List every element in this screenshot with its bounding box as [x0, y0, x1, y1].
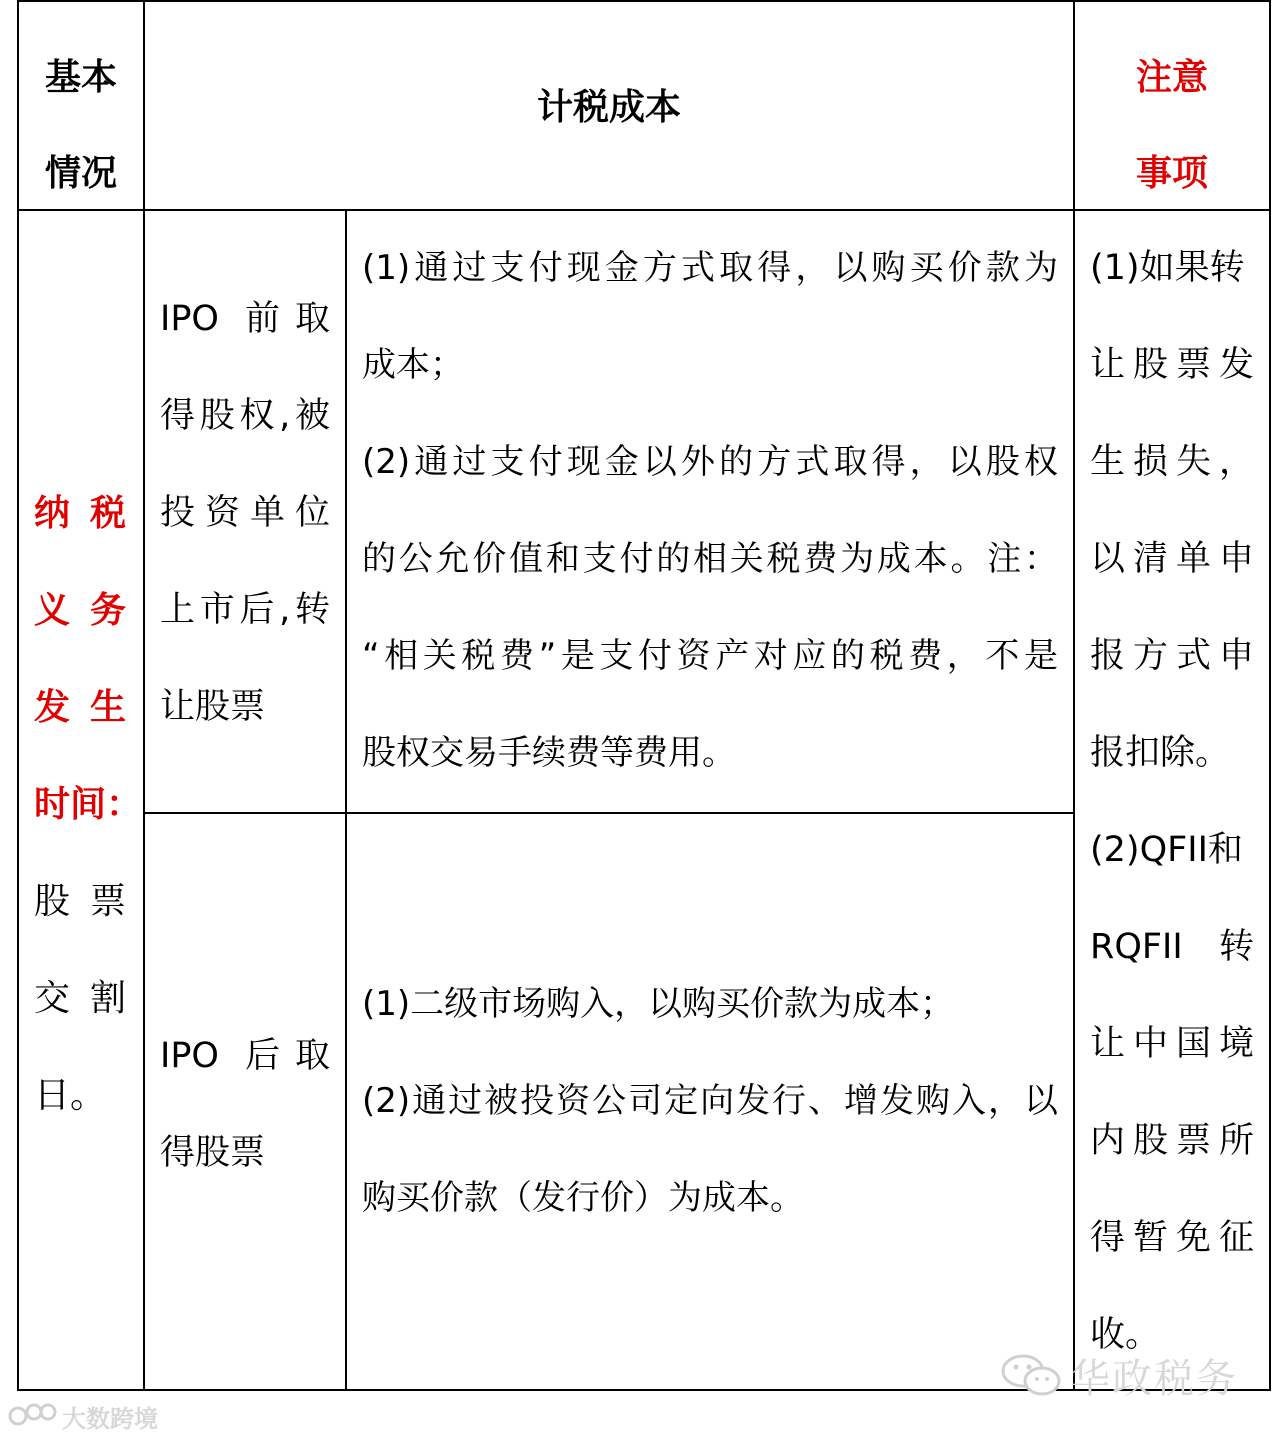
row1-content-line-1: (1)通过支付现金方式取得，以购买价款为: [362, 248, 1058, 288]
left-red-line-1: 纳税: [34, 493, 126, 534]
table-border-col1: [143, 0, 145, 1391]
watermark-left: [8, 1398, 158, 1434]
left-black-line-1: 股票: [34, 881, 126, 922]
left-black-line-3: 日。: [34, 1075, 107, 1116]
row2-content-line-1: (1)二级市场购入，以购买价款为成本；: [362, 984, 955, 1024]
table-border-right: [1269, 0, 1271, 1391]
notes-line-6: 报扣除。: [1090, 733, 1231, 773]
row1-label-line-5: 让股票: [160, 687, 266, 727]
left-column: [34, 465, 143, 1144]
row2-content-line-3: 购买价款（发行价）为成本。: [362, 1178, 804, 1218]
left-red-line-4: 时间：: [34, 784, 143, 825]
row2-label-line-1: IPO 后取: [160, 1036, 330, 1076]
notes-line-11: 得暂免征: [1090, 1218, 1254, 1258]
row1-label-line-3: 投资单位: [160, 493, 330, 533]
header-col3-line1: 注意: [1135, 57, 1208, 98]
watermark-right: [1000, 1350, 1238, 1400]
header-col1-line2: 情况: [44, 153, 117, 194]
row1-content-line-3: (2)通过支付现金以外的方式取得，以股权: [362, 442, 1058, 482]
header-basic-situation: [19, 30, 143, 222]
header-col1-line1: 基本: [44, 57, 117, 98]
notes-line-10: 内股票所: [1090, 1121, 1254, 1161]
table-border-col2: [345, 209, 347, 1391]
row1-content-line-4: 的公允价值和支付的相关税费为成本。注：: [362, 539, 1058, 579]
logo-icon: [8, 1400, 58, 1432]
row1-label-line-4: 上市后,转: [160, 590, 330, 630]
watermark-right-text: 华政税务: [1070, 1355, 1238, 1402]
row1-content: [362, 220, 1058, 802]
notes-line-2: 让股票发: [1090, 345, 1254, 385]
table-border-row-divider: [144, 812, 1074, 814]
notes-line-1: (1)如果转: [1090, 248, 1245, 288]
row2-label: [160, 1008, 330, 1202]
watermark-left-text: 大数跨境: [62, 1404, 158, 1433]
header-col3-line2: 事项: [1135, 153, 1208, 194]
row1-content-line-5: “相关税费”是支付资产对应的税费，不是: [362, 636, 1058, 676]
notes-line-7: (2)QFII和: [1090, 830, 1243, 870]
wechat-icon: [1000, 1353, 1062, 1397]
row2-content: [362, 956, 1058, 1247]
row2-content-line-2: (2)通过被投资公司定向发行、增发购入，以: [362, 1081, 1058, 1121]
row2-label-line-2: 得股票: [160, 1133, 266, 1173]
left-red-line-3: 发生: [34, 687, 126, 728]
notes-line-5: 报方式申: [1090, 636, 1254, 676]
notes-line-3: 生损失，: [1090, 442, 1254, 482]
table-border-top: [17, 0, 1271, 2]
left-red-line-2: 义务: [34, 590, 126, 631]
notes-line-4: 以清单申: [1090, 539, 1254, 579]
notes-line-12: 收。: [1090, 1315, 1161, 1355]
header-tax-cost: [145, 80, 1073, 136]
row1-label-line-1: IPO 前取: [160, 299, 330, 339]
notes-line-9: 让中国境: [1090, 1024, 1254, 1064]
row1-content-line-6: 股权交易手续费等费用。: [362, 733, 736, 773]
row1-label-line-2: 得股权,被: [160, 396, 330, 436]
row1-content-line-2: 成本；: [362, 345, 464, 385]
notes-line-8: RQFII 转: [1090, 927, 1254, 967]
notes-column: [1090, 220, 1254, 1384]
row1-label: [160, 271, 330, 756]
header-notes: [1075, 30, 1269, 222]
header-col2-title: 计税成本: [536, 87, 681, 128]
left-black-line-2: 交割: [34, 978, 126, 1019]
